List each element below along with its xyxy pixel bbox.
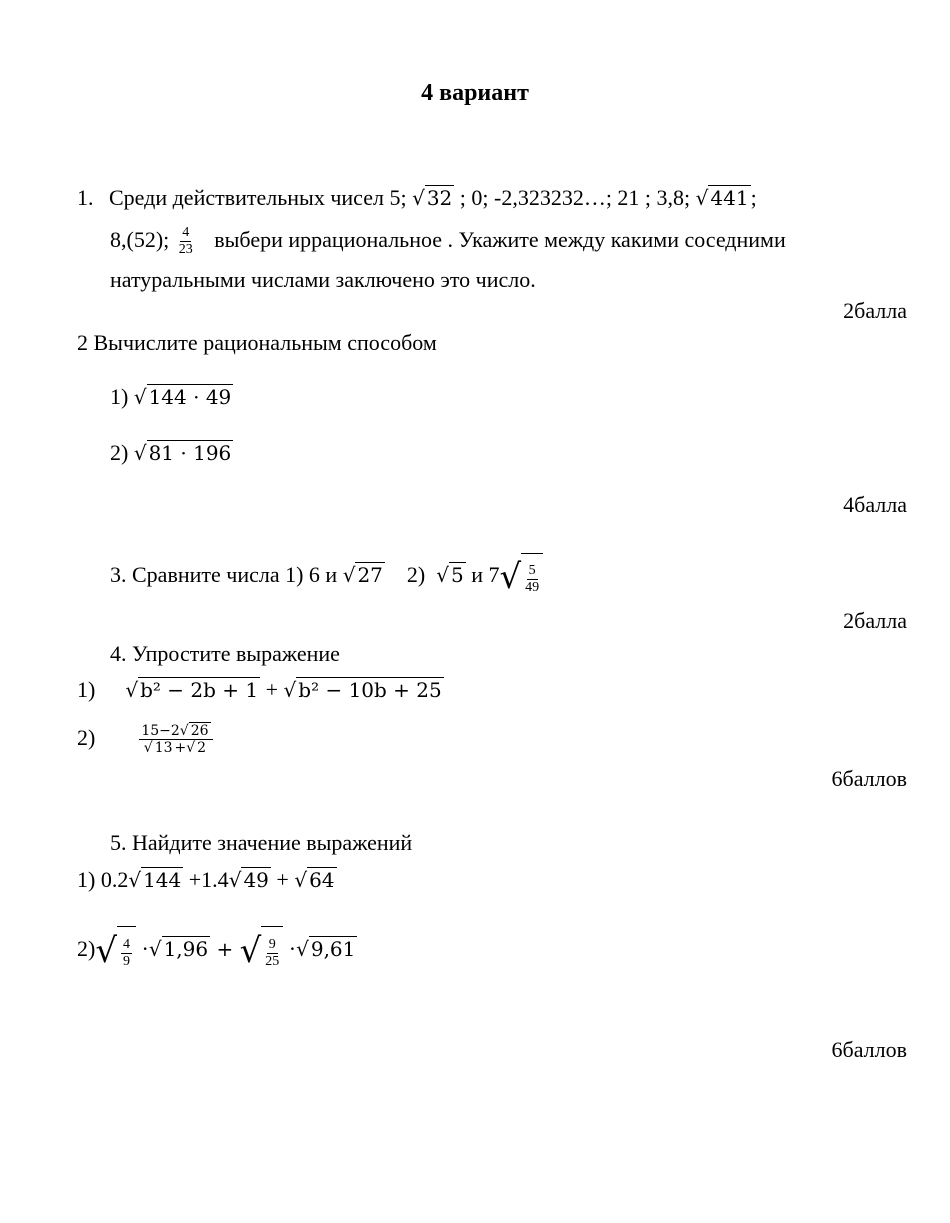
q1-line1 xyxy=(77,185,757,211)
q2-item1: 1) √ 144 · 49 xyxy=(110,384,232,409)
sqrt-9-61: √ 9,61 xyxy=(296,937,356,961)
q3-score: 2балла xyxy=(843,608,907,633)
sqrt-144: √ 144 xyxy=(128,868,182,892)
q5-item2: 2)√ $\frac{4}{9}$ ·√ 1,96 + √ $\frac{9}{25}$ ·√ 9,61 xyxy=(77,925,357,975)
sqrt-expression-1: √ b² − 2b + 1 xyxy=(125,678,259,702)
q2-score: 4балла xyxy=(843,492,907,517)
sqrt-fraction-4-9: $\frac{4}{9}$ xyxy=(117,926,136,975)
q1-line2 xyxy=(110,220,786,260)
q4-item1: 1) √ b² − 2b + 1 + √ b² − 10b + 25 xyxy=(77,677,442,702)
q2-item2: 2) √ 81 · 196 xyxy=(110,440,232,465)
q3-line: 3. Сравните числа 1) 6 и √ 27 2) √ 5 и 7√ $\frac{5}{49}$ xyxy=(110,552,543,600)
q1-semicolon: ; xyxy=(750,185,757,210)
sqrt-64: √ 64 xyxy=(294,868,335,892)
sqrt-441: √ 441 xyxy=(695,186,749,210)
q5-title: 5. Найдите значение выражений xyxy=(110,830,413,855)
fraction-expression: $\frac{15-2√ 26}{√ 13 +√ 2}$ xyxy=(139,723,212,756)
q4-score: 6баллов xyxy=(831,766,907,791)
sqrt-81-196: √ 81 · 196 xyxy=(133,441,232,465)
sqrt-fraction-9-25: $\frac{9}{25}$ xyxy=(261,926,283,975)
page-title: 4 вариант xyxy=(421,80,529,106)
q2-title: 2 Вычислите рациональным способом xyxy=(77,330,437,355)
q1-line3: натуральными числами заключено это число. xyxy=(110,267,536,292)
q1-periodic: 8,(52); xyxy=(110,227,175,252)
sqrt-144-49: √ 144 · 49 xyxy=(133,385,232,409)
sqrt-32: √ 32 xyxy=(412,186,453,210)
q1-numbers: ; 0; -2,323232…; 21 ; 3,8; xyxy=(454,185,696,210)
q1-number: 1. xyxy=(77,185,94,210)
q4-item2: 2) $\frac{15-2√ 26}{√ 13 +√ 2}$ xyxy=(77,716,217,760)
q5-score: 6баллов xyxy=(831,1037,907,1062)
fraction-4-23: $\frac{4}{23}$ xyxy=(178,225,193,258)
sqrt-5: √ 5 xyxy=(436,563,464,587)
q1-score: 2балла xyxy=(843,298,907,323)
sqrt-1-96: √ 1,96 xyxy=(148,937,209,961)
sqrt-49: √ 49 xyxy=(228,868,269,892)
sqrt-expression-2: √ b² − 10b + 25 xyxy=(283,678,442,702)
q4-title: 4. Упростите выражение xyxy=(110,641,340,666)
q1-text: Среди действительных чисел 5; xyxy=(109,185,413,210)
q1-instruction: выбери иррациональное . Укажите между какими соседними xyxy=(214,227,786,252)
sqrt-fraction-5-49: $\frac{5}{49}$ xyxy=(521,553,543,600)
q5-item1: 1) 0.2√ 144 +1.4√ 49 + √ 64 xyxy=(77,867,335,892)
sqrt-27: √ 27 xyxy=(342,563,383,587)
